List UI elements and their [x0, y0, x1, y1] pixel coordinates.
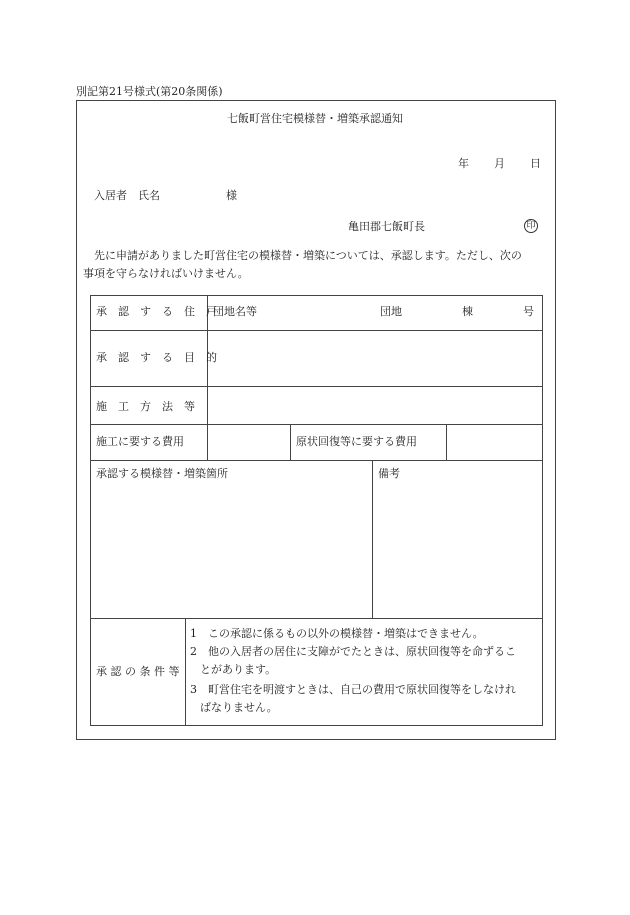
- construction-cost-label: 施工に要する費用: [96, 435, 184, 448]
- form-reference: 別記第21号様式(第20条関係): [76, 85, 223, 98]
- method-label: 施 工 方 法 等: [96, 400, 195, 413]
- issuer-name: 亀田郡七飯町長: [348, 220, 425, 233]
- complex-label: 団地: [380, 305, 402, 318]
- condition-item-continued: とがあります。: [200, 663, 277, 676]
- table-rule: [185, 618, 186, 726]
- building-label: 棟: [462, 305, 473, 318]
- table-rule: [207, 295, 208, 460]
- condition-item-continued: ばなりません。: [200, 701, 278, 714]
- condition-item: 1 この承認に係るもの以外の模様替・増築はできません。: [190, 627, 484, 640]
- conditions-label: 承 認 の 条 件 等: [96, 665, 180, 678]
- number-label: 号: [523, 305, 534, 318]
- table-rule: [90, 460, 543, 461]
- table-rule: [372, 460, 373, 618]
- condition-item: 2 他の入居者の居住に支障がでたときは、原状回復等を命ずるこ: [190, 645, 516, 658]
- table-rule: [90, 330, 543, 331]
- addressee-label: 入居者 氏名: [94, 189, 160, 202]
- date-year: 年: [458, 157, 469, 170]
- purpose-label: 承 認 す る 目 的: [96, 351, 217, 364]
- complex-name-label: 団地名等: [213, 305, 257, 318]
- remarks-label: 備考: [378, 467, 400, 480]
- date-day: 日: [530, 157, 541, 170]
- table-rule: [90, 386, 543, 387]
- dwelling-label: 承 認 す る 住 戸: [96, 305, 217, 318]
- addressee-honorific: 様: [226, 189, 237, 202]
- table-rule: [90, 424, 543, 425]
- body-text-line2: 事項を守らなければいけません。: [83, 267, 249, 280]
- table-rule: [446, 424, 447, 460]
- condition-item: 3 町営住宅を明渡すときは、自己の費用で原状回復等をしなけれ: [190, 683, 516, 696]
- table-rule: [90, 618, 543, 619]
- table-rule: [290, 424, 291, 460]
- restoration-cost-label: 原状回復等に要する費用: [296, 435, 417, 448]
- alteration-label: 承認する模様替・増築箇所: [96, 467, 228, 480]
- form-title: 七飯町営住宅模様替・増築承認通知: [227, 112, 403, 125]
- body-text-line1: 先に申請がありました町営住宅の模様替・増築については、承認します。ただし、次の: [94, 249, 522, 262]
- date-month: 月: [494, 157, 505, 170]
- seal-mark: 印: [524, 219, 538, 233]
